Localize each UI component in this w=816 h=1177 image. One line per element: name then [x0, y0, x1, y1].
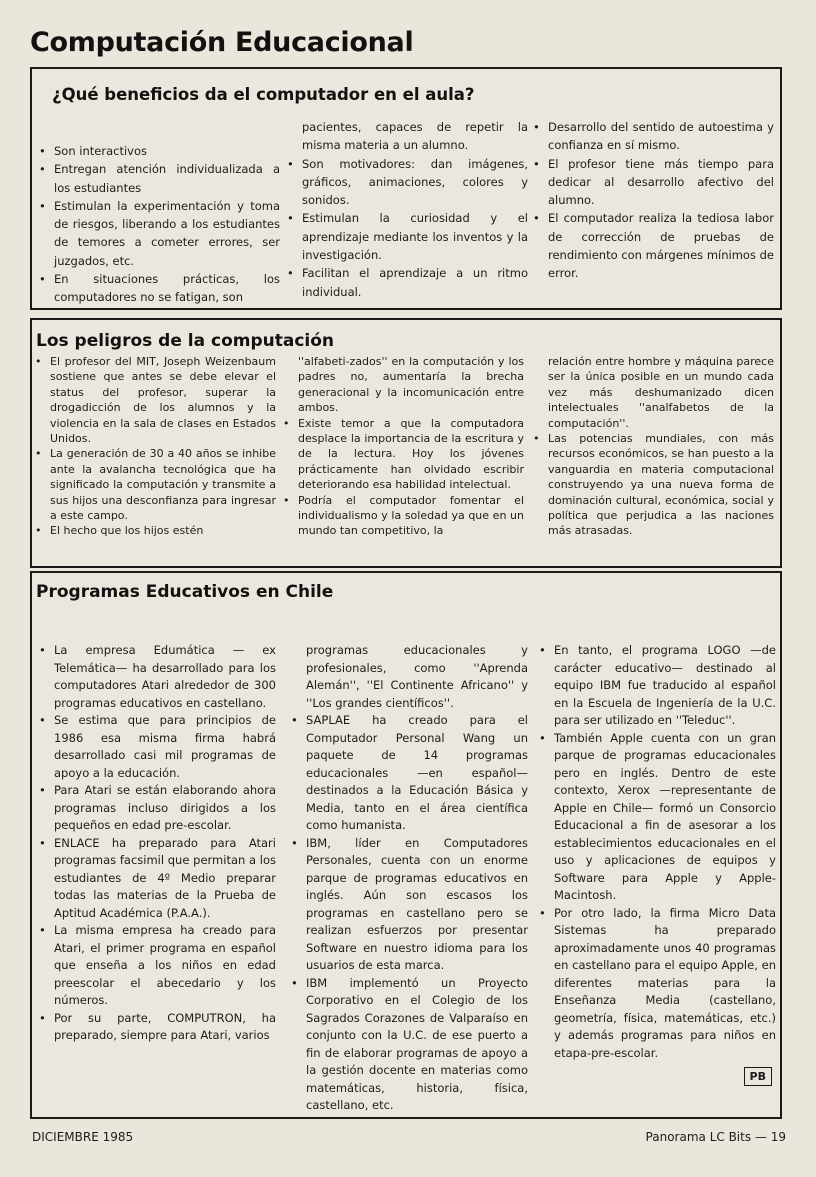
list-item: • Existe temor a que la computadora desplace la importancia de la escritura y de la lectura. Hoy los jóvenes prácticamente han olvidado escribir deteriorando esa habilidad intelectual.: [280, 416, 524, 493]
benefits-list-3: [530, 118, 774, 283]
list-item: • Son motivadores: dan imágenes, gráficos, animaciones, colores y sonidos.: [284, 155, 528, 210]
programs-list-1: [36, 642, 276, 1045]
list-item: • Estimulan la curiosidad y el aprendizaje mediante los inventos y la investigación.: [284, 209, 528, 264]
page-number: Panorama LC Bits — 19: [645, 1130, 786, 1144]
list-item: • Por otro lado, la firma Micro Data Sistemas ha preparado aproximadamente unos 40 programas en castellano para el equipo Apple, en diferentes materias para la Enseñanza Media (castellano, geometría, física, matemáticas, etc.) y además programas para niños en etapa-pre-escolar.: [536, 905, 776, 1063]
list-item: • Son interactivos: [36, 142, 280, 160]
benefits-heading: ¿Qué beneficios da el computador en el aula?: [52, 85, 475, 104]
dangers-column-1: [32, 354, 276, 539]
list-item: • IBM implementó un Proyecto Corporativo en el Colegio de los Sagrados Corazones de Valparaíso en conjunto con la U.C. de ese puerto a fin de elaborar programas de apoyo a la gestión docente en materias como matemáticas, historia, física, castellano, etc.: [288, 975, 528, 1115]
benefits-column-3: [530, 118, 774, 283]
list-item: • Podría el computador fomentar el individualismo y la soledad ya que en un mundo tan competitivo, la: [280, 493, 524, 539]
list-item: • La empresa Edumática — ex Telemática— ha desarrollado para los computadores Atari alrededor de 300 programas educativos en castellano.: [36, 642, 276, 712]
list-item: • IBM, líder en Computadores Personales, cuenta con un enorme parque de programas educativos en inglés. Aún son escasos los programas en castellano pero se realizan esfuerzos por presentar Software en nuestro idioma para los usuarios de esta marca.: [288, 835, 528, 975]
programs-column-3: [536, 642, 776, 1062]
list-item: • Las potencias mundiales, con más recursos económicos, se han puesto a la vanguardia en materia computacional construyendo ya una nueva forma de dominación cultural, económica, social y política que perjudica a las naciones más atrasadas.: [530, 431, 774, 539]
dangers-heading: Los peligros de la computación: [36, 331, 335, 351]
list-item: • Entregan atención individualizada a los estudiantes: [36, 160, 280, 197]
dangers-column-2: [280, 354, 524, 539]
list-item: • ENLACE ha preparado para Atari programas facsimil que permitan a los estudiantes de 4º Medio preparar todas las materias de la Prueba de Aptitud Académica (P.A.A.).: [36, 835, 276, 923]
list-item: • El hecho que los hijos estén: [32, 523, 276, 538]
list-item: • Se estima que para principios de 1986 esa misma firma habrá desarrollado casi mil programas de apoyo a la educación.: [36, 712, 276, 782]
programs-section: [30, 571, 782, 1119]
issue-date: DICIEMBRE 1985: [32, 1130, 134, 1144]
list-item: • La generación de 30 a 40 años se inhibe ante la avalancha tecnológica que ha significado la computación y transmite a sus hijos una desconfianza para ingresar a este campo.: [32, 446, 276, 523]
list-item: • También Apple cuenta con un gran parque de programas educacionales pero en inglés. Dentro de este contexto, Xerox —representante de Apple en Chile— formó un Consorcio Educacional a fin de asesorar a los establecimientos educacionales en el uso y aplicaciones de equipos y Software para Apple y Apple-Macintosh.: [536, 730, 776, 905]
list-item: • Facilitan el aprendizaje a un ritmo individual.: [284, 264, 528, 301]
list-item: relación entre hombre y máquina parece ser la única posible en un mundo cada vez más deshumanizado dicen intelectuales ''analfabetos de la computación''.: [548, 355, 774, 430]
list-item: • Por su parte, COMPUTRON, ha preparado, siempre para Atari, varios: [36, 1010, 276, 1045]
dangers-section: [30, 318, 782, 568]
list-item: • Estimulan la experimentación y toma de riesgos, liberando a los estudiantes de temores a cometer errores, ser juzgados, etc.: [36, 197, 280, 270]
programs-column-2: [288, 642, 528, 1115]
list-item: • Para Atari se están elaborando ahora programas incluso dirigidos a los pequeños en edad pre-escolar.: [36, 782, 276, 835]
list-item: • En situaciones prácticas, los computadores no se fatigan, son: [36, 270, 280, 307]
benefits-column-2: [284, 118, 528, 301]
dangers-list-3: [530, 354, 774, 539]
dangers-column-3: [530, 354, 774, 539]
list-item: • La misma empresa ha creado para Atari, el primer programa en español que enseña a los niños en edad preescolar el abecedario y los números.: [36, 922, 276, 1010]
list-item: • SAPLAE ha creado para el Computador Personal Wang un paquete de 14 programas educacionales —en español— destinados a la Educación Básica y Media, tanto en el área científica como humanista.: [288, 712, 528, 835]
dangers-list-1: [32, 354, 276, 539]
programs-list-3: [536, 642, 776, 1062]
benefits-list-2: [284, 118, 528, 301]
list-item: ''alfabeti-zados'' en la computación y los padres no, aumentaría la brecha generacional y la incomunicación entre ambos.: [298, 355, 524, 415]
programs-list-2: [288, 642, 528, 1115]
benefits-list-1: [36, 142, 280, 307]
list-item: • El computador realiza la tediosa labor de corrección de pruebas de rendimiento con márgenes mínimos de error.: [530, 209, 774, 282]
programs-column-1: [36, 642, 276, 1045]
dangers-list-2: [280, 354, 524, 539]
list-item: • El profesor del MIT, Joseph Weizenbaum sostiene que antes se debe elevar el status del profesor, superar la drogadicción de los alumnos y la violencia en la sala de clases en Estados Unidos.: [32, 354, 276, 446]
author-signature: PB: [744, 1067, 772, 1086]
benefits-section: [30, 67, 782, 310]
page-title: Computación Educacional: [30, 27, 414, 58]
list-item: programas educacionales y profesionales, como ''Aprenda Alemán'', ''El Continente Africano'' y ''Los grandes científicos''.: [306, 643, 528, 710]
list-item: pacientes, capaces de repetir la misma materia a un alumno.: [302, 120, 528, 153]
programs-heading: Programas Educativos en Chile: [36, 582, 334, 602]
list-item: • El profesor tiene más tiempo para dedicar al desarrollo afectivo del alumno.: [530, 155, 774, 210]
list-item: • En tanto, el programa LOGO —de carácter educativo— destinado al equipo IBM fue traducido al español en la Escuela de Ingeniería de la U.C. para ser utilizado en ''Teleduc''.: [536, 642, 776, 730]
benefits-column-1: [36, 142, 280, 307]
list-item: • Desarrollo del sentido de autoestima y confianza en sí mismo.: [530, 118, 774, 155]
